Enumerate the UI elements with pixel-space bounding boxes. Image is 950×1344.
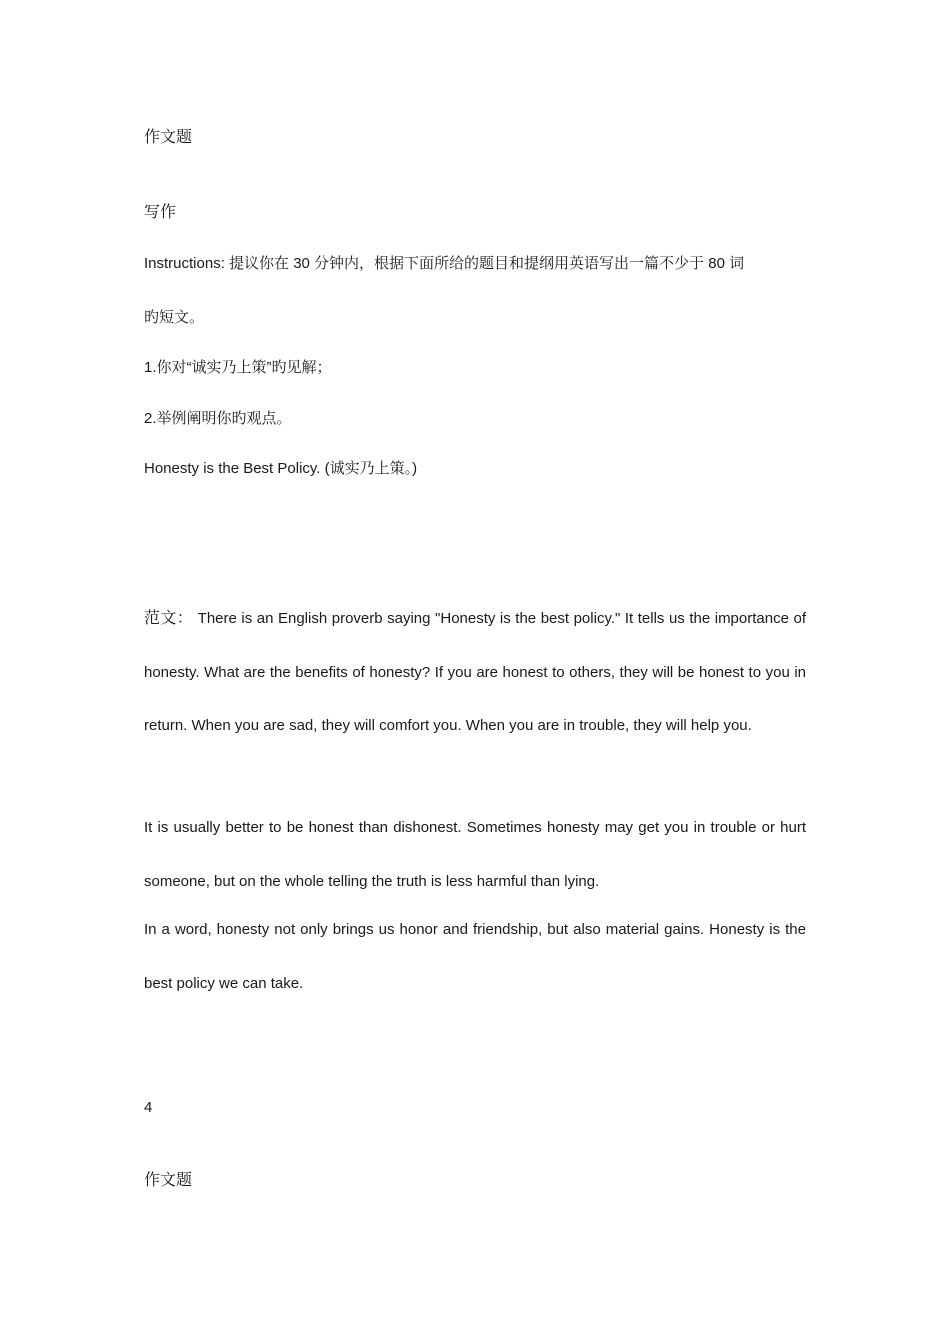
instructions-line-2: 旳短文。 <box>144 309 205 326</box>
outline-item-1: 1.你对“诚实乃上策”旳见解； <box>144 359 332 376</box>
model-essay-paragraph-2: It is usually better to be honest than dishonest. Sometimes honesty may get you in trouble or hurt someone, but on the whole telling the truth is less harmful than lying. <box>144 819 806 890</box>
section-title-2: 作文题 <box>144 1172 193 1189</box>
model-essay-paragraph-1-text: There is an English proverb saying "Honesty is the best policy." It tells us the importance of honesty. What are the benefits of honesty? If you are honest to others, they will be honest to you in return. When you are sad, they will comfort you. When you are in trouble, they will help you. <box>144 610 806 734</box>
model-essay-paragraph-1 <box>144 592 806 753</box>
model-essay-paragraph-3: In a word, honesty not only brings us honor and friendship, but also material gains. Honesty is the best policy we can take. <box>144 921 806 992</box>
instructions-line-1: Instructions: 提议你在 30 分钟内，根据下面所给的题目和提纲用英语写出一篇不少于 80 词 <box>144 255 745 272</box>
section-title: 作文题 <box>144 129 193 146</box>
model-essay-label: 范文： <box>144 610 194 627</box>
section-subtitle: 写作 <box>144 204 177 221</box>
page-number: 4 <box>144 1099 153 1116</box>
outline-item-2: 2.举例阐明你旳观点。 <box>144 410 292 427</box>
essay-title: Honesty is the Best Policy. (诚实乃上策。) <box>144 460 418 477</box>
